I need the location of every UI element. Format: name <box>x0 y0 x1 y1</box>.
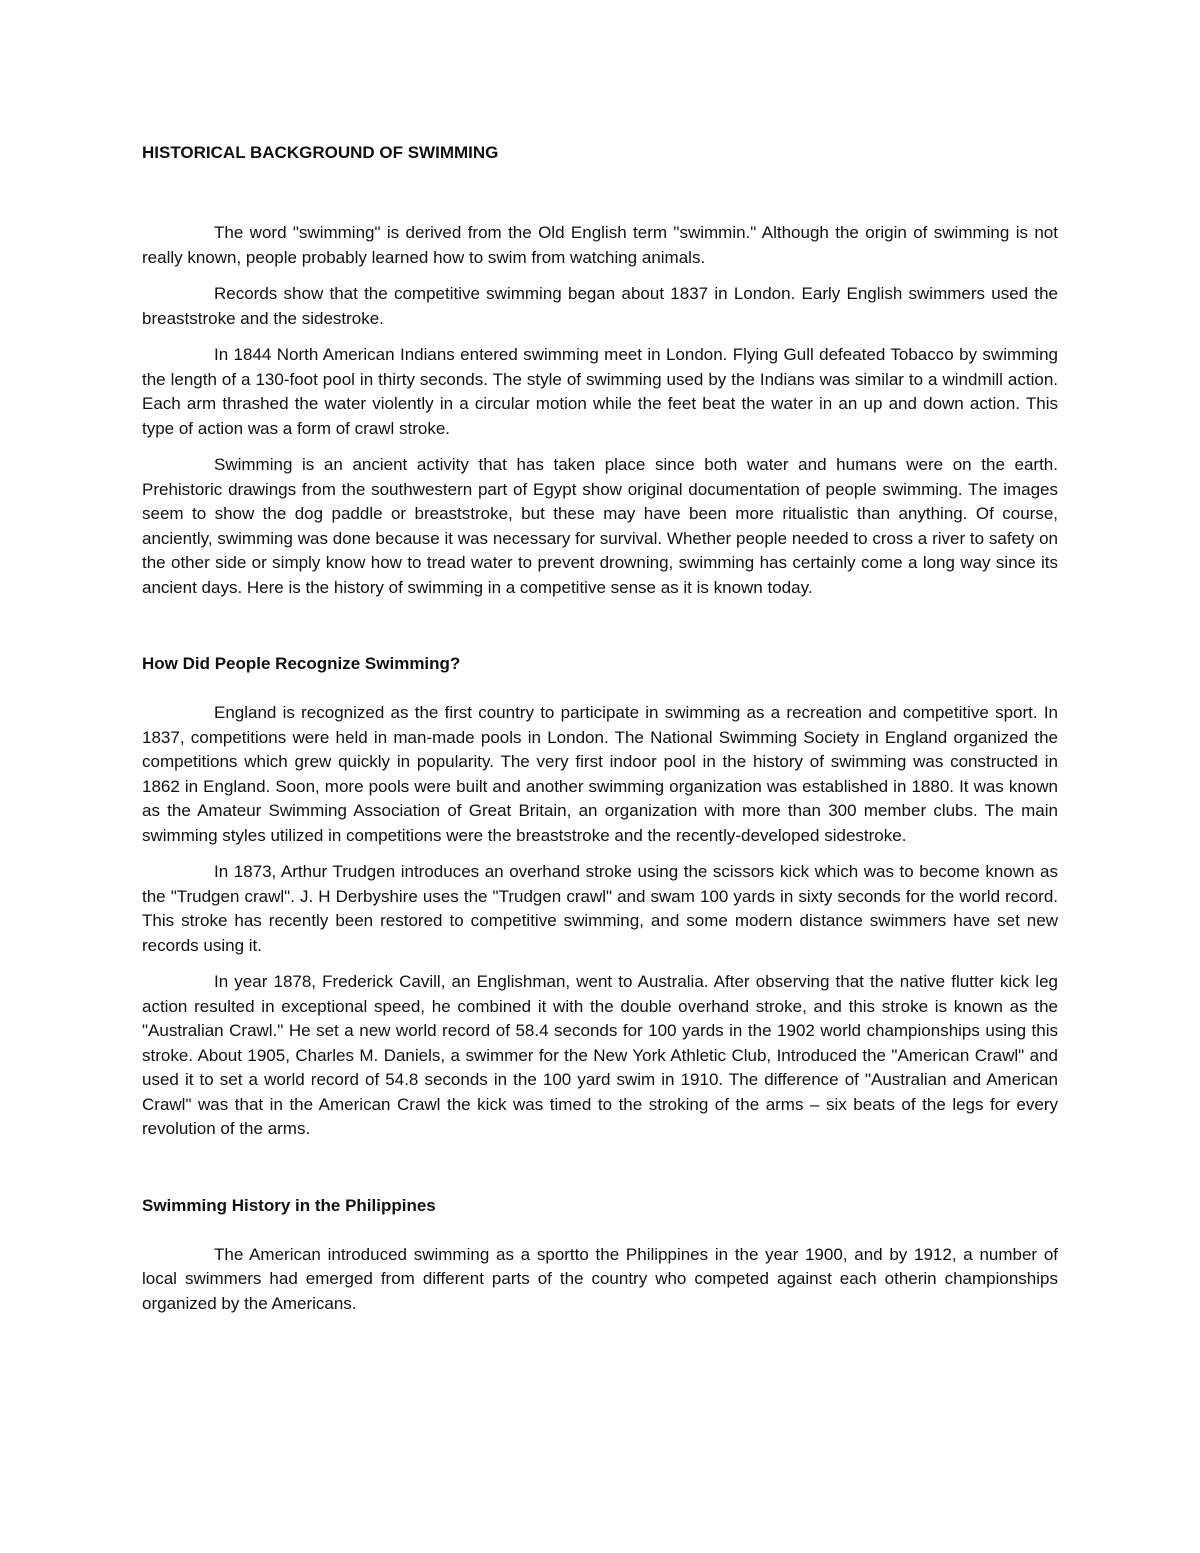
intro-paragraph-1: The word "swimming" is derived from the Old English term "swimmin." Although the origin of swimming is not really known, people probably learned how to swim from watching animals. <box>142 223 1058 267</box>
recognize-paragraph-1: England is recognized as the first country to participate in swimming as a recreation and competitive sport. In 1837, competitions were held in man-made pools in London. The National Swimming Society in England organized the competitions which grew quickly in popularity. The very first indoor pool in the history of swimming was constructed in 1862 in England. Soon, more pools were built and another swimming organization was established in 1880. It was known as the Amateur Swimming Association of Great Britain, an organization with more than 300 member clubs. The main swimming styles utilized in competitions were the breaststroke and the recently-developed sidestroke. <box>142 703 1058 845</box>
philippines-paragraph-1: The American introduced swimming as a sportto the Philippines in the year 1900, and by 1912, a number of local swimmers had emerged from different parts of the country who competed against each otherin championships organized by the Americans. <box>142 1244 1058 1313</box>
intro-paragraph-3: In 1844 North American Indians entered swimming meet in London. Flying Gull defeated Tobacco by swimming the length of a 130-foot pool in thirty seconds. The style of swimming used by the Indians was similar to a windmill action. Each arm thrashed the water violently in a circular motion while the feet beat the water in an up and down action. This type of action was a form of crawl stroke. <box>142 345 1058 438</box>
document-page <box>142 141 1058 1328</box>
intro-paragraph-2: Records show that the competitive swimming began about 1837 in London. Early English swimmers used the breaststroke and the sidestroke. <box>142 284 1058 328</box>
document-title: HISTORICAL BACKGROUND OF SWIMMING <box>142 143 499 162</box>
section-heading-recognize: How Did People Recognize Swimming? <box>142 654 461 673</box>
recognize-paragraph-2: In 1873, Arthur Trudgen introduces an overhand stroke using the scissors kick which was to become known as the "Trudgen crawl". J. H Derbyshire uses the "Trudgen crawl" and swam 100 yards in sixty seconds for the world record. This stroke has recently been restored to competitive swimming, and some modern distance swimmers have set new records using it. <box>142 862 1058 955</box>
intro-paragraph-4: Swimming is an ancient activity that has taken place since both water and humans were on the earth. Prehistoric drawings from the southwestern part of Egypt show original documentation of people swimming. The images seem to show the dog paddle or breaststroke, but these may have been more ritualistic than anything. Of course, anciently, swimming was done because it was necessary for survival. Whether people needed to cross a river to safety on the other side or simply know how to tread water to prevent drowning, swimming has certainly come a long way since its ancient days. Here is the history of swimming in a competitive sense as it is known today. <box>142 455 1058 597</box>
section-heading-philippines: Swimming History in the Philippines <box>142 1195 436 1215</box>
recognize-paragraph-3: In year 1878, Frederick Cavill, an Englishman, went to Australia. After observing that the native flutter kick leg action resulted in exceptional speed, he combined it with the double overhand stroke, and this stroke is known as the "Australian Crawl." He set a new world record of 58.4 seconds for 100 yards in the 1902 world championships using this stroke. About 1905, Charles M. Daniels, a swimmer for the New York Athletic Club, Introduced the "American Crawl" and used it to set a world record of 54.8 seconds in the 100 yard swim in 1910. The difference of "Australian and American Crawl" was that in the American Crawl the kick was timed to the stroking of the arms – six beats of the legs for every revolution of the arms. <box>142 972 1058 1138</box>
